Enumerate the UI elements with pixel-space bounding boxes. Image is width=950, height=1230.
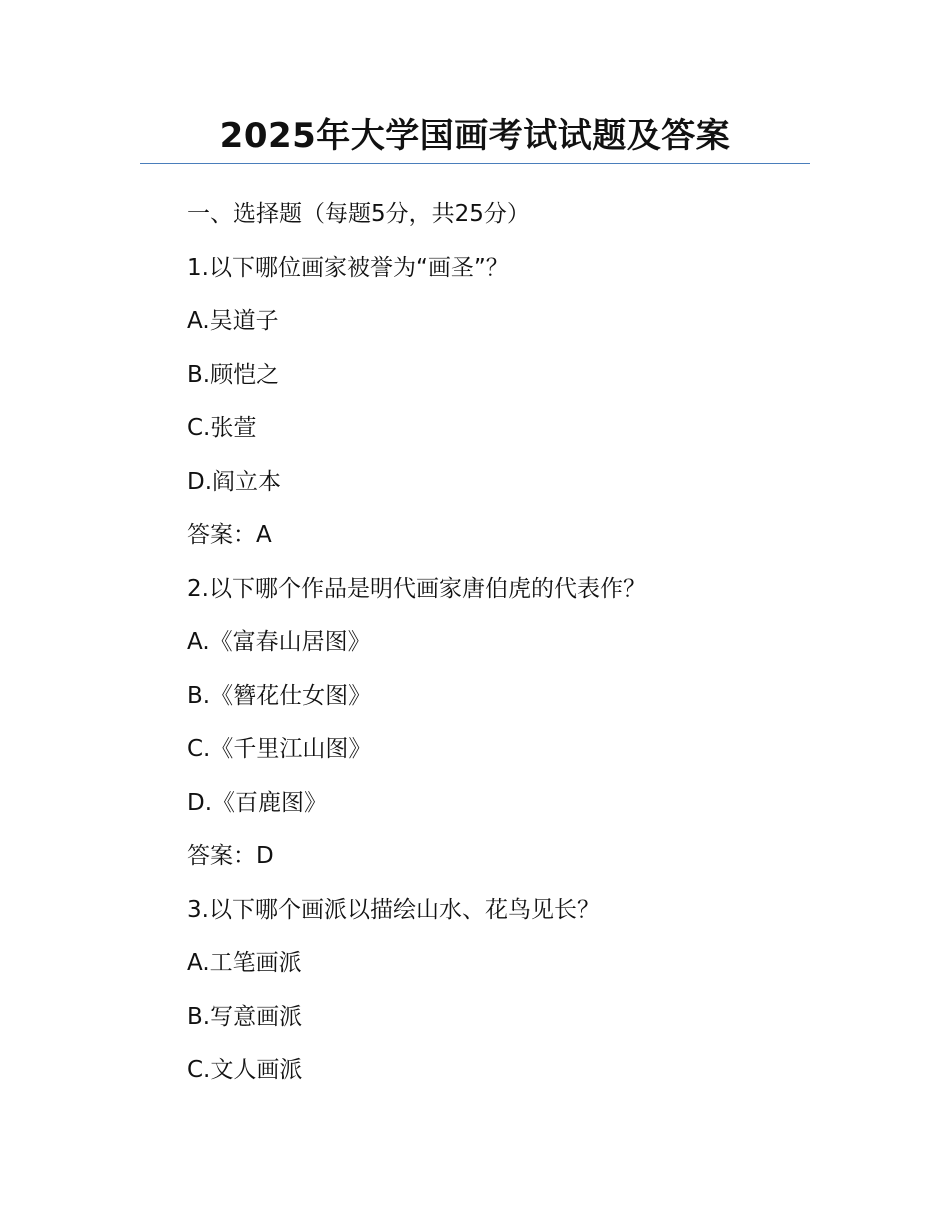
- question-3-option-a: A.工笔画派: [187, 950, 302, 976]
- document-body: [187, 188, 827, 1098]
- question-1-text: 1.以下哪位画家被誉为“画圣”？: [187, 254, 509, 281]
- question-2-option-a: A.《富春山居图》: [187, 629, 371, 655]
- question-1-option-a: A.吴道子: [187, 308, 279, 334]
- question-2-option-c: C.《千里江山图》: [187, 736, 372, 762]
- question-3-option-c: C.文人画派: [187, 1057, 303, 1083]
- question-2-option-d: D.《百鹿图》: [187, 789, 328, 816]
- question-1-answer: 答案：A: [187, 522, 272, 548]
- question-3-text: 3.以下哪个画派以描绘山水、花鸟见长？: [187, 896, 600, 923]
- question-1-option-c: C.张萱: [187, 415, 257, 441]
- question-3-option-b: B.写意画派: [187, 1003, 303, 1030]
- title-underline: [140, 163, 810, 164]
- question-1-option-b: B.顾恺之: [187, 361, 280, 388]
- question-2-text: 2.以下哪个作品是明代画家唐伯虎的代表作？: [187, 575, 646, 602]
- question-2-option-b: B.《簪花仕女图》: [187, 682, 372, 709]
- question-1-option-d: D.阎立本: [187, 468, 282, 495]
- section-heading: 一、选择题（每题5分，共25分）: [187, 201, 530, 227]
- question-2-answer: 答案：D: [187, 843, 274, 869]
- document-title: 2025年大学国画考试试题及答案: [219, 116, 731, 156]
